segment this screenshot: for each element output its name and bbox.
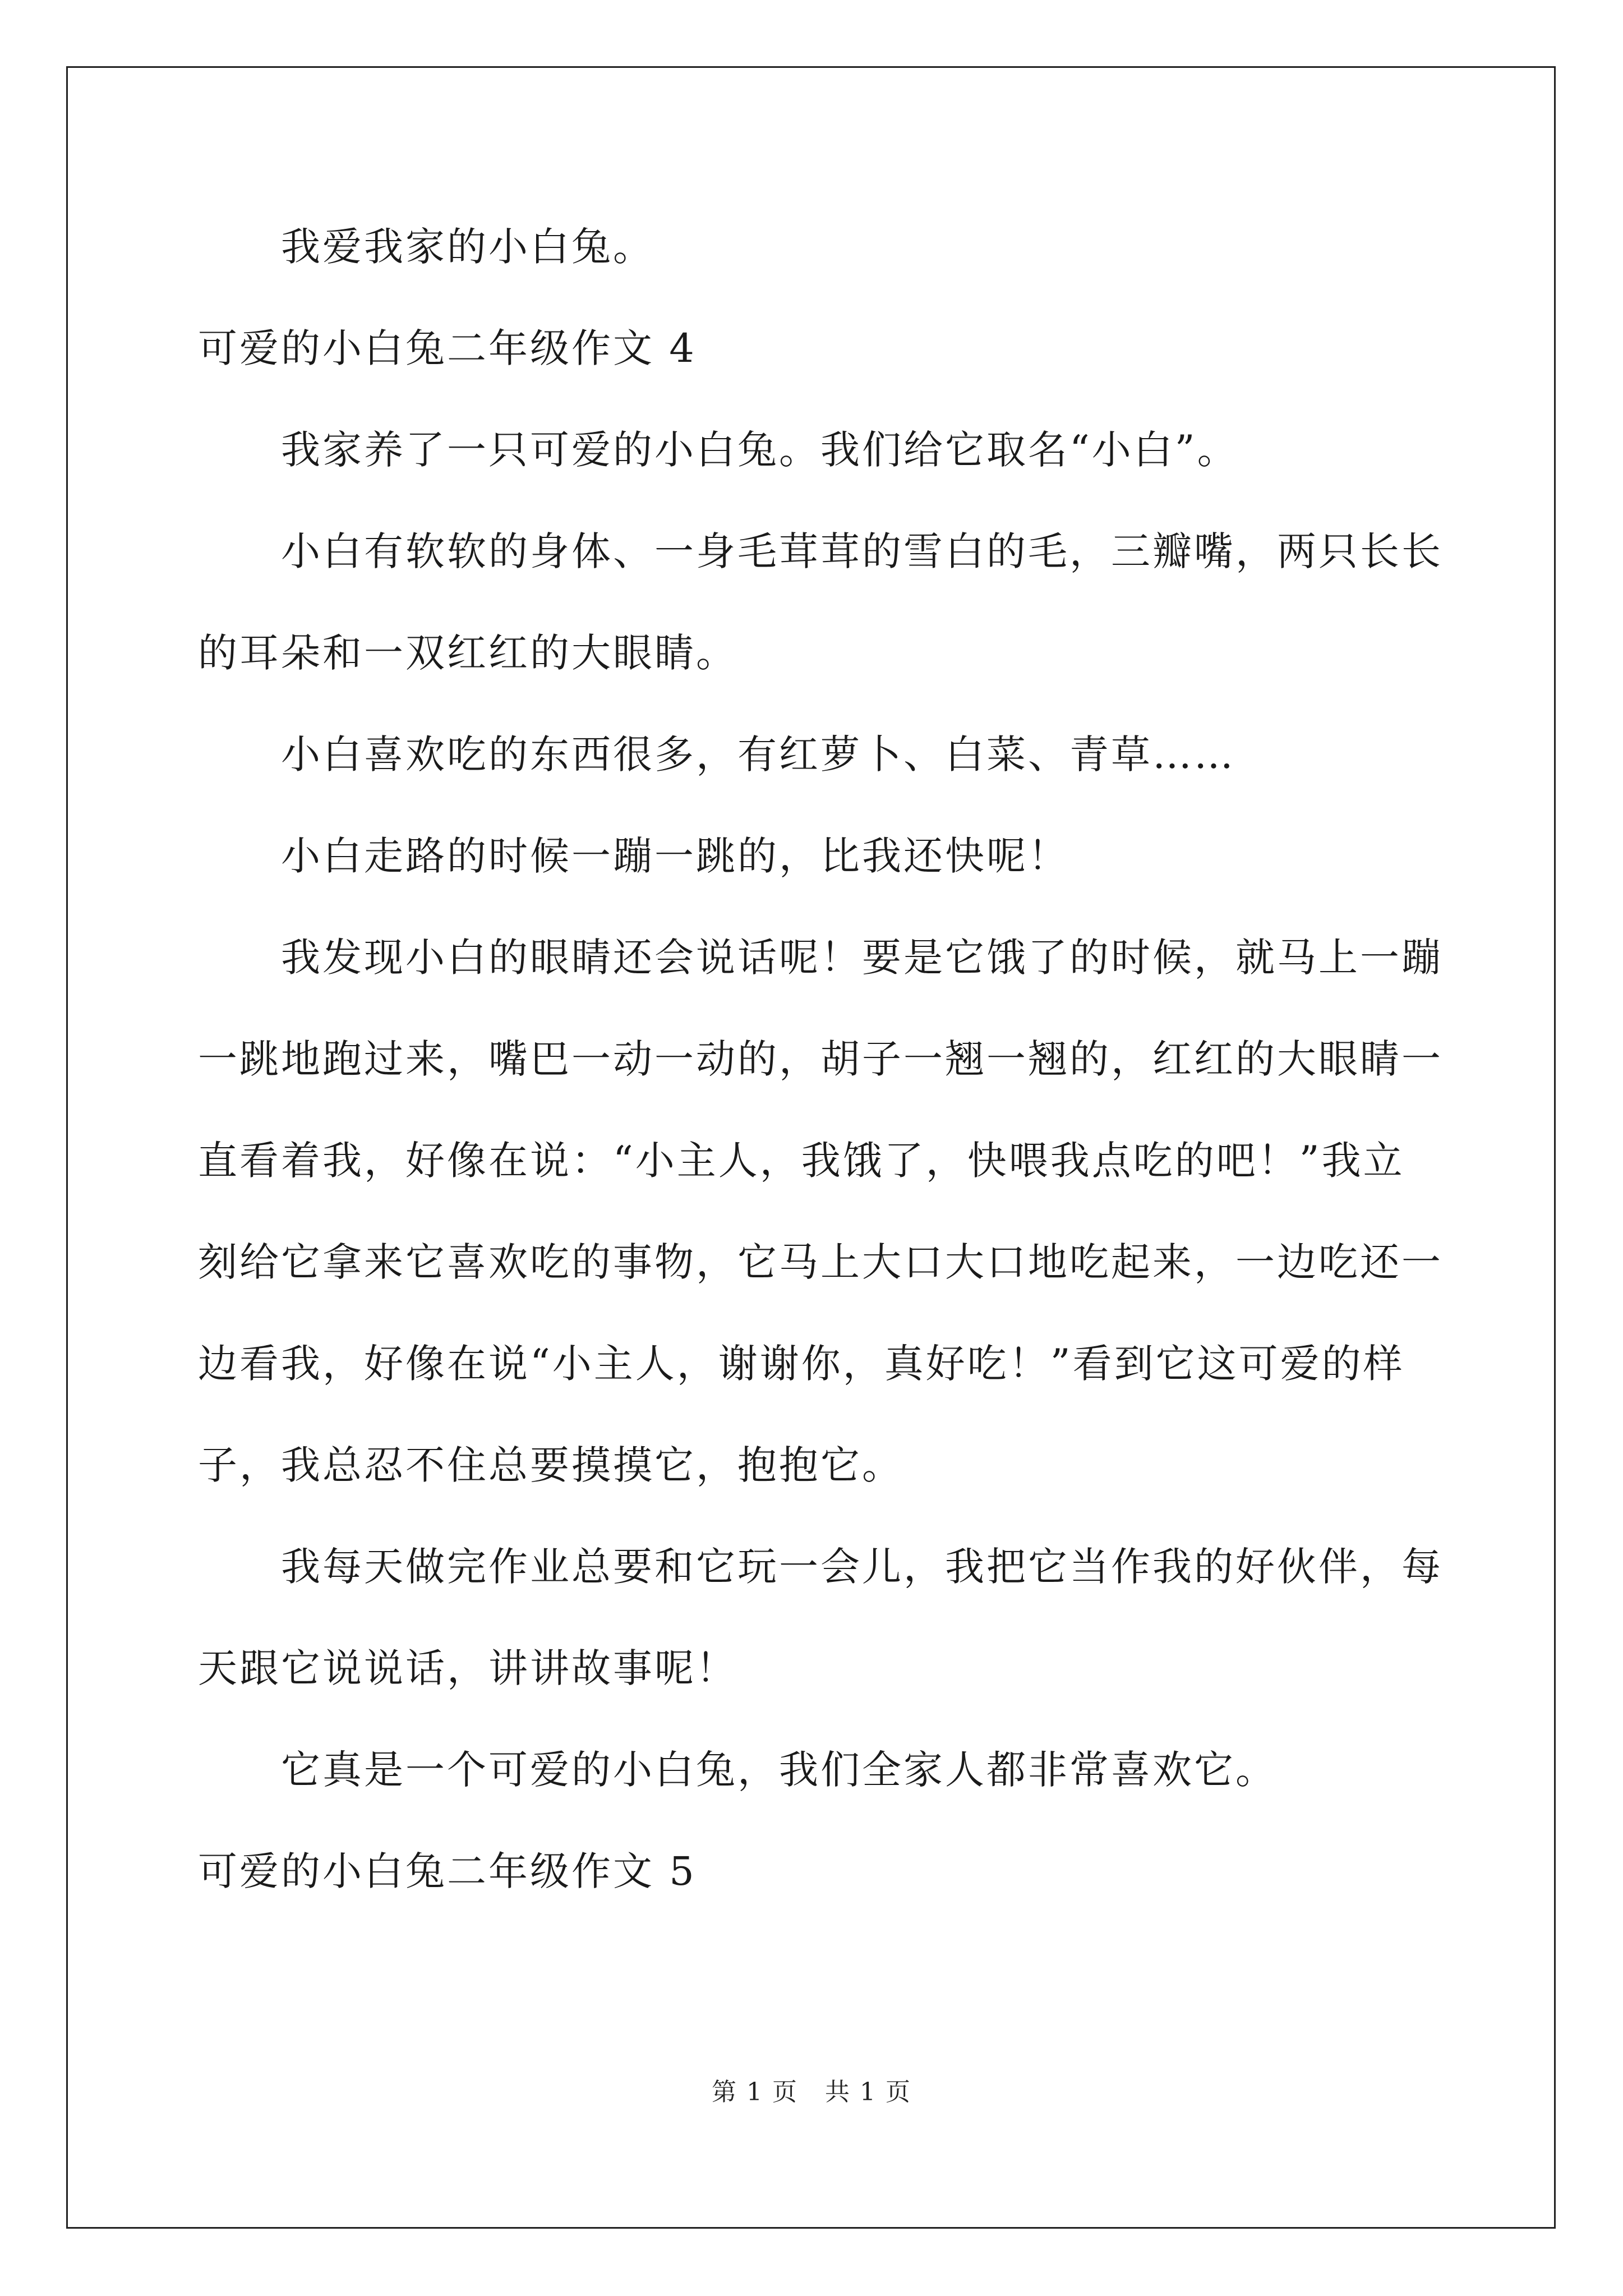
paragraph-line: 刻给它拿来它喜欢吃的事物，它马上大口大口地吃起来，一边吃还一 bbox=[198, 1239, 1443, 1285]
paragraph-line: 我家养了一只可爱的小白兔。我们给它取名“小白”。 bbox=[281, 427, 1239, 473]
paragraph-line: 我发现小白的眼睛还会说话呢！要是它饿了的时候，就马上一蹦 bbox=[281, 935, 1443, 981]
section-heading: 可爱的小白兔二年级作文 5 bbox=[198, 1848, 697, 1894]
paragraph-line: 小白有软软的身体、一身毛茸茸的雪白的毛，三瓣嘴，两只长长 bbox=[281, 528, 1443, 574]
paragraph-line: 的耳朵和一双红红的大眼睛。 bbox=[198, 630, 737, 676]
paragraph-line: 直看着我，好像在说：“小主人，我饿了，快喂我点吃的吧！”我立 bbox=[198, 1138, 1405, 1184]
paragraph-line: 子，我总忍不住总要摸摸它，抱抱它。 bbox=[198, 1442, 903, 1488]
paragraph-line: 我每天做完作业总要和它玩一会儿，我把它当作我的好伙伴，每 bbox=[281, 1544, 1443, 1590]
page-footer bbox=[0, 2076, 1623, 2109]
paragraph-line: 边看我，好像在说“小主人，谢谢你，真好吃！”看到它这可爱的样 bbox=[198, 1341, 1405, 1387]
paragraph-line: 一跳地跑过来，嘴巴一动一动的，胡子一翘一翘的，红红的大眼睛一 bbox=[198, 1036, 1443, 1082]
paragraph-line: 小白喜欢吃的东西很多，有红萝卜、白菜、青草…… bbox=[281, 731, 1235, 777]
page-total: 共 1 页 bbox=[825, 2078, 911, 2106]
page-number: 第 1 页 bbox=[712, 2078, 798, 2106]
section-heading: 可爱的小白兔二年级作文 4 bbox=[198, 325, 697, 371]
paragraph-line: 我爱我家的小白兔。 bbox=[281, 224, 654, 270]
paragraph-line: 天跟它说说话，讲讲故事呢！ bbox=[198, 1645, 737, 1691]
paragraph-line: 小白走路的时候一蹦一跳的，比我还快呢！ bbox=[281, 833, 1069, 879]
paragraph-line: 它真是一个可爱的小白兔，我们全家人都非常喜欢它。 bbox=[281, 1747, 1277, 1793]
